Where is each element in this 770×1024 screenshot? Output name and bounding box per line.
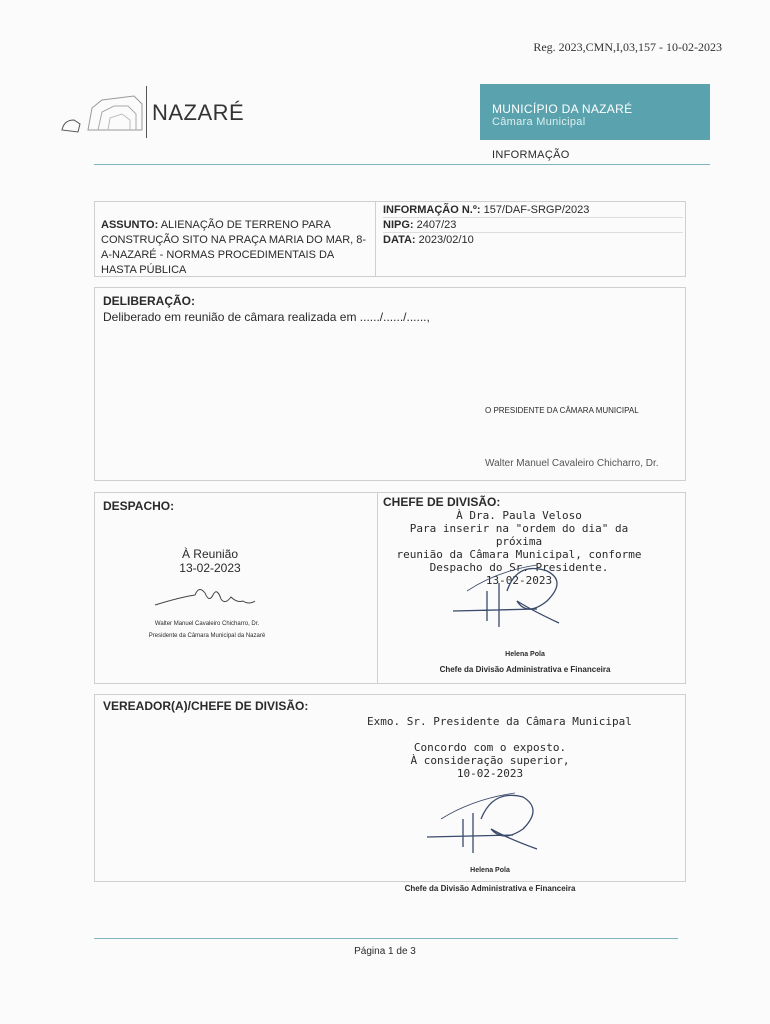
councillor-signer-name: Helena Pola xyxy=(470,867,510,874)
division-head-signature-icon xyxy=(447,561,597,631)
dispatch-signer-role: Presidente da Câmara Municipal da Nazaré xyxy=(148,633,266,639)
division-head-line-3: reunião da Câmara Municipal, conforme xyxy=(396,548,642,561)
dispatch-note xyxy=(135,547,285,575)
info-block xyxy=(383,203,683,247)
council-name: Câmara Municipal xyxy=(492,116,586,128)
councillor-signature-icon xyxy=(419,789,569,855)
dispatch-line-1: À Reunião xyxy=(181,547,239,561)
nipg-label: NIPG: xyxy=(383,219,414,231)
president-title: O PRESIDENTE DA CÂMARA MUNICIPAL xyxy=(485,406,639,415)
logo-text: NAZARÉ xyxy=(152,100,245,125)
division-head-title: CHEFE DE DIVISÃO: xyxy=(383,495,501,509)
councillor-salutation: Exmo. Sr. Presidente da Câmara Municipal xyxy=(367,715,632,728)
page-number: Página 1 de 3 xyxy=(354,946,416,957)
councillor-line-1: Concordo com o exposto. xyxy=(413,741,567,754)
councillor-box xyxy=(94,694,686,882)
dispatch-title: DESPACHO: xyxy=(103,499,175,513)
info-number-row xyxy=(383,203,683,218)
dispatch-signer-name: Walter Manuel Cavaleiro Chicharro, Dr. xyxy=(154,621,260,627)
subject-divider xyxy=(375,202,376,276)
councillor-note xyxy=(395,741,585,780)
president-name: Walter Manuel Cavaleiro Chicharro, Dr. xyxy=(485,458,659,469)
division-head-line-4: Despacho do Sr. Presidente. xyxy=(429,561,609,574)
dispatch-divider xyxy=(377,493,378,683)
division-head-line-2: Para inserir na "ordem do dia" da próxima xyxy=(409,522,629,548)
councillor-line-2: À consideração superior, xyxy=(410,754,570,767)
info-number: 157/DAF-SRGP/2023 xyxy=(483,204,590,216)
logo-divider xyxy=(146,86,147,138)
division-head-line-1: À Dra. Paula Veloso xyxy=(456,509,582,522)
deliberation-box xyxy=(94,287,686,481)
nazare-logo-icon xyxy=(58,90,146,138)
councillor-title: VEREADOR(A)/CHEFE DE DIVISÃO: xyxy=(103,699,309,713)
president-signature-icon xyxy=(151,583,261,611)
division-head-signer-role: Chefe da Divisão Administrativa e Financeira xyxy=(439,665,611,674)
division-head-line-5: 13-02-2023 xyxy=(485,574,553,587)
header-rule xyxy=(94,164,710,165)
councillor-line-3: 10-02-2023 xyxy=(456,767,524,780)
nipg-row xyxy=(383,218,683,233)
subject-text: ALIENAÇÃO DE TERRENO PARA CONSTRUÇÃO SITO NA PRAÇA MARIA DO MAR, 8-A-NAZARÉ - NORMAS PROCEDIMENTAIS DA HASTA PÚBLICA xyxy=(101,219,367,276)
subject-table xyxy=(94,201,686,277)
subject-block xyxy=(101,218,369,278)
date-label: DATA: xyxy=(383,234,416,246)
document-type: INFORMAÇÃO xyxy=(492,149,570,161)
division-head-signer-name: Helena Pola xyxy=(505,651,545,658)
footer-rule xyxy=(94,938,678,939)
subject-label: ASSUNTO: xyxy=(101,219,159,231)
date-value: 2023/02/10 xyxy=(418,234,474,246)
municipality-name: MUNICÍPIO DA NAZARÉ xyxy=(492,102,633,116)
registration-stamp: Reg. 2023,CMN,I,03,157 - 10-02-2023 xyxy=(533,40,722,54)
dispatch-line-2: 13-02-2023 xyxy=(179,561,241,575)
nipg-value: 2407/23 xyxy=(416,219,457,231)
info-number-label: INFORMAÇÃO N.º: xyxy=(383,204,481,216)
deliberation-title: DELIBERAÇÃO: xyxy=(103,294,195,308)
councillor-signer-role: Chefe da Divisão Administrativa e Financeira xyxy=(404,884,576,893)
municipality-banner xyxy=(480,84,710,140)
deliberation-text: Deliberado em reunião de câmara realizada em ....../....../......, xyxy=(103,310,430,324)
dispatch-row xyxy=(94,492,686,684)
date-row xyxy=(383,233,683,247)
